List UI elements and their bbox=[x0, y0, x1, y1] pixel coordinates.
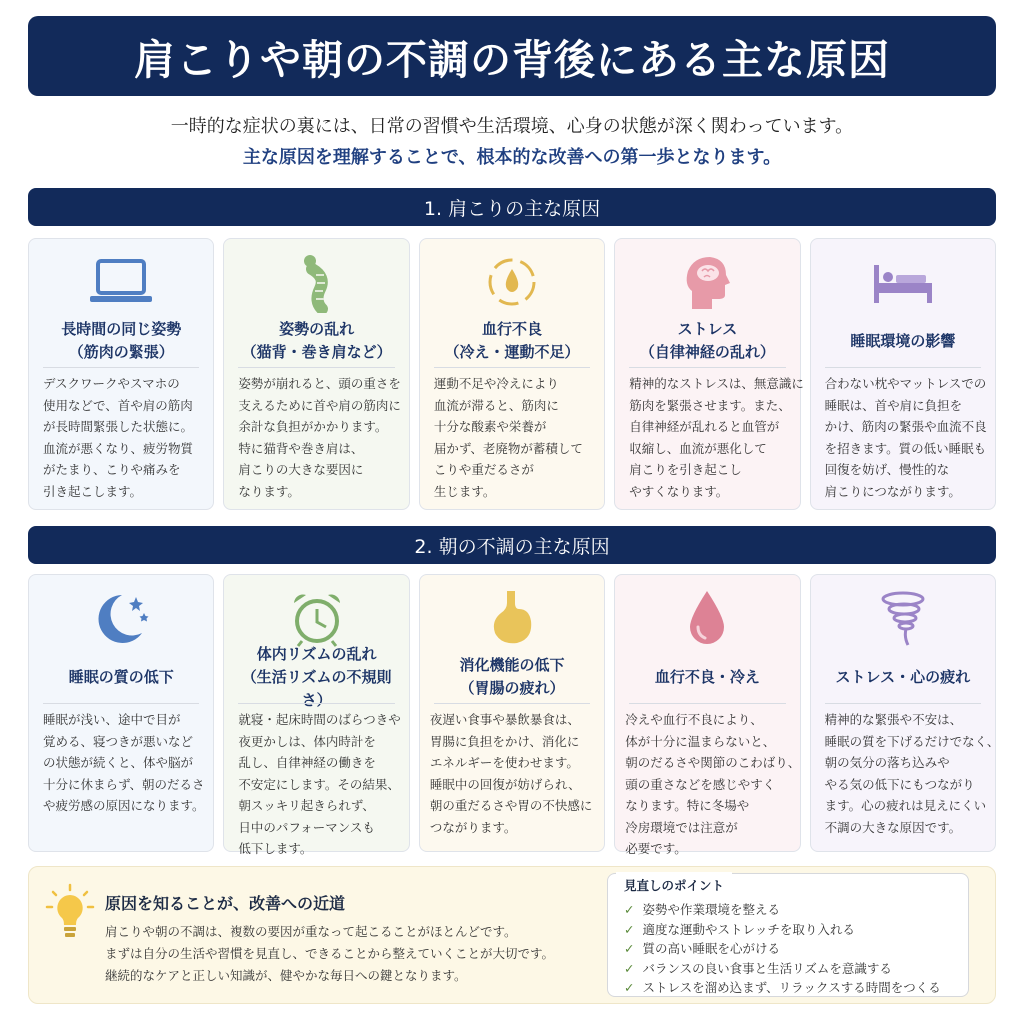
body-line: 肩こりにつながります。 bbox=[824, 483, 961, 499]
card-title: 長時間の同じ姿勢 bbox=[61, 320, 182, 338]
blood-circulation-icon bbox=[477, 251, 547, 313]
spiral-icon bbox=[868, 587, 938, 649]
body-line: 睡眠が浅い、途中で目が bbox=[43, 712, 181, 727]
card-body bbox=[238, 373, 401, 502]
body-line: 使用などで、首や肩の筋肉 bbox=[43, 397, 193, 413]
alarm-clock-icon bbox=[282, 587, 352, 649]
body-line: 届かず、老廃物が蓄積して bbox=[433, 440, 583, 456]
body-line: ます。心の疲れは見えにくい bbox=[824, 798, 987, 813]
body-line: 必要です。 bbox=[625, 841, 687, 856]
body-line: 十分な酸素や栄養が bbox=[433, 419, 547, 434]
card-title: 血行不良 bbox=[482, 320, 543, 338]
card-title: 姿勢の乱れ bbox=[279, 320, 355, 338]
section-header-morning: 2. 朝の不調の主な原因 bbox=[28, 526, 996, 564]
card-title: 体内リズムの乱れ bbox=[256, 644, 377, 663]
body-line: 夜更かしは、体内時計を bbox=[238, 733, 376, 749]
body-line: 頭の重さなどを感じやすく bbox=[625, 776, 776, 792]
body-line: 睡眠中の回復が妨げられ、 bbox=[429, 776, 581, 792]
cause-card-posture-disorder bbox=[223, 238, 409, 510]
title-banner bbox=[28, 16, 996, 96]
body-line: エネルギーを使わせます。 bbox=[429, 755, 579, 770]
body-line: がたまり、こりや痛みを bbox=[43, 462, 181, 477]
body-line: なります。 bbox=[238, 483, 300, 499]
body-line: デスクワークやスマホの bbox=[43, 376, 180, 391]
body-line: 覚める、寝つきが悪いなど bbox=[43, 733, 194, 749]
summary-text bbox=[105, 921, 554, 987]
body-line: 回復を妨げ、慢性的な bbox=[824, 462, 950, 477]
divider bbox=[629, 367, 785, 368]
body-line: 支えるために首や肩の筋肉に bbox=[238, 397, 401, 413]
moon-stars-icon bbox=[86, 587, 156, 649]
body-line: 朝の重だるさや胃の不快感に bbox=[429, 798, 593, 813]
section-header-shoulder: 1. 肩こりの主な原因 bbox=[28, 188, 996, 226]
bed-icon bbox=[868, 251, 938, 313]
body-line: 自律神経が乱れると血管が bbox=[629, 419, 780, 434]
card-body bbox=[43, 709, 203, 817]
body-line: 冷えや血行不良により、 bbox=[625, 712, 763, 727]
lightbulb-icon bbox=[43, 883, 97, 943]
body-line: 体が十分に温まらないと、 bbox=[625, 733, 776, 749]
list-item: ✓ バランスの良い食事と生活リズムを意識する bbox=[624, 960, 892, 976]
body-line: や疲労感の原因になります。 bbox=[43, 798, 205, 813]
body-line: 朝スッキリ起きられず、 bbox=[238, 798, 375, 813]
body-line: 乱し、自律神経の働きを bbox=[238, 755, 376, 770]
card-body bbox=[825, 373, 985, 502]
blood-drop-icon bbox=[672, 587, 742, 649]
body-line: 血流が悪くなり、疲労物質 bbox=[43, 440, 194, 456]
card-title: 消化機能の低下 bbox=[459, 656, 565, 674]
body-line: 肩こりの大きな要因に bbox=[238, 462, 364, 477]
card-title: 睡眠環境の影響 bbox=[850, 331, 956, 350]
body-line: 肩こりを引き起こし bbox=[629, 462, 742, 477]
body-line: つながります。 bbox=[429, 819, 517, 835]
body-line: 精神的な緊張や不安は、 bbox=[824, 712, 963, 727]
check-icon: ✓ bbox=[624, 921, 635, 937]
body-line: 低下します。 bbox=[238, 841, 313, 856]
body-line: 朝のだるさや関節のこわばり、 bbox=[625, 755, 801, 770]
card-body bbox=[625, 709, 801, 860]
divider bbox=[238, 367, 394, 368]
body-line: 合わない枕やマットレスでの bbox=[824, 376, 987, 391]
body-line: 特に猫背や巻き肩は、 bbox=[238, 440, 364, 456]
cause-card-mental-fatigue bbox=[810, 574, 1000, 852]
body-line: 不安定にします。その結果、 bbox=[238, 776, 400, 792]
intro-text-2: 主な原因を理解することで、根本的な改善への第一歩となります。 bbox=[242, 147, 782, 168]
check-icon: ✓ bbox=[624, 980, 635, 995]
list-item: ✓ 質の高い睡眠を心がける bbox=[624, 941, 780, 956]
body-line: 冷房環境では注意が bbox=[625, 819, 738, 835]
divider bbox=[43, 703, 199, 704]
shoulder-cause-cards bbox=[28, 238, 996, 510]
review-points-list bbox=[624, 900, 941, 998]
body-line: 血流が滞ると、筋肉に bbox=[433, 397, 559, 413]
review-points-title: 見直しのポイント bbox=[616, 872, 732, 898]
body-line: 収縮し、血流が悪化して bbox=[629, 440, 767, 456]
card-title: ストレス bbox=[677, 320, 738, 338]
body-line: 就寝・起床時間のばらつきや bbox=[238, 712, 401, 727]
summary-line: 継続的なケアと正しい知識が、健やかな毎日への鍵となります。 bbox=[105, 968, 467, 983]
spine-icon bbox=[282, 251, 352, 313]
card-subtitle: （自律神経の乱れ） bbox=[639, 343, 775, 361]
stomach-icon bbox=[477, 587, 547, 649]
morning-cause-cards bbox=[28, 574, 1000, 856]
card-subtitle: （生活リズムの不規則さ） bbox=[241, 667, 392, 709]
laptop-icon bbox=[86, 251, 156, 313]
card-body bbox=[43, 373, 203, 502]
head-brain-icon bbox=[672, 251, 742, 313]
divider bbox=[825, 367, 981, 368]
body-line: なります。特に冬場や bbox=[625, 798, 750, 813]
cause-card-sleep-quality bbox=[28, 574, 214, 852]
card-body bbox=[430, 709, 594, 838]
summary-title: 原因を知ることが、改善への近道 bbox=[105, 894, 346, 913]
cause-card-posture bbox=[28, 238, 214, 510]
card-title: 血行不良・冷え bbox=[654, 667, 760, 686]
cause-card-cold bbox=[614, 574, 801, 856]
cause-card-sleep-env bbox=[810, 238, 996, 510]
divider bbox=[434, 703, 590, 704]
body-line: 姿勢が崩れると、頭の重さを bbox=[238, 376, 401, 391]
page-title: 肩こりや朝の不調の背後にある主な原因 bbox=[134, 35, 890, 84]
body-line: 十分に休まらず、朝のだるさ bbox=[43, 776, 205, 792]
cause-card-stress bbox=[614, 238, 804, 510]
summary-line: まずは自分の生活や習慣を見直し、できることから整えていくことが大切です。 bbox=[105, 946, 555, 961]
card-subtitle: （猫背・巻き肩など） bbox=[241, 343, 392, 361]
body-line: を招きます。質の低い睡眠も bbox=[824, 440, 987, 456]
intro-text-1: 一時的な症状の裏には、日常の習慣や生活環境、心身の状態が深く関わっています。 bbox=[170, 116, 854, 137]
body-line: 引き起こします。 bbox=[43, 483, 143, 499]
divider bbox=[629, 703, 785, 704]
check-icon: ✓ bbox=[624, 902, 635, 917]
card-title: ストレス・心の疲れ bbox=[835, 667, 971, 686]
review-points-box bbox=[607, 873, 969, 997]
card-subtitle: （筋肉の緊張） bbox=[68, 343, 174, 361]
summary-line: 肩こりや朝の不調は、複数の要因が重なって起こることがほとんどです。 bbox=[105, 924, 517, 939]
body-line: かけ、筋肉の緊張や血流不良 bbox=[824, 419, 987, 434]
body-line: こりや重だるさが bbox=[433, 462, 534, 477]
divider bbox=[825, 703, 981, 704]
body-line: 精神的なストレスは、無意識に bbox=[629, 376, 804, 391]
body-line: 筋肉を緊張させます。また、 bbox=[629, 397, 791, 413]
card-subtitle: （胃腸の疲れ） bbox=[459, 679, 565, 697]
cause-card-circulation bbox=[419, 238, 605, 510]
card-body bbox=[238, 709, 401, 860]
cause-card-digestion bbox=[419, 574, 605, 852]
divider bbox=[43, 367, 199, 368]
body-line: が長時間緊張した状態に。 bbox=[43, 419, 194, 434]
body-line: 胃腸に負担をかけ、消化に bbox=[429, 733, 580, 749]
body-line: 運動不足や冷えにより bbox=[433, 376, 559, 391]
cause-card-body-rhythm bbox=[223, 574, 409, 856]
list-item: ✓ 適度な運動やストレッチを取り入れる bbox=[624, 921, 855, 937]
body-line: の状態が続くと、体や脳が bbox=[43, 755, 194, 770]
check-icon: ✓ bbox=[624, 960, 635, 976]
check-icon: ✓ bbox=[624, 941, 635, 956]
body-line: 余計な負担がかかります。 bbox=[238, 419, 388, 434]
body-line: やすくなります。 bbox=[629, 483, 729, 499]
list-item: ✓ 姿勢や作業環境を整える bbox=[624, 902, 780, 917]
card-body bbox=[824, 709, 1000, 838]
card-subtitle: （冷え・運動不足） bbox=[444, 343, 580, 361]
card-body bbox=[629, 373, 804, 502]
list-item: ✓ ストレスを溜め込まず、リラックスする時間をつくる bbox=[624, 980, 941, 995]
card-body bbox=[434, 373, 594, 502]
divider bbox=[238, 703, 394, 704]
body-line: 生じます。 bbox=[433, 483, 496, 499]
body-line: 日中のパフォーマンスも bbox=[238, 819, 375, 835]
divider bbox=[434, 367, 590, 368]
card-title: 睡眠の質の低下 bbox=[68, 667, 174, 686]
body-line: 睡眠は、首や肩に負担を bbox=[824, 397, 963, 413]
body-line: 睡眠の質を下げるだけでなく、 bbox=[824, 733, 1000, 749]
body-line: 夜遅い食事や暴飲暴食は、 bbox=[429, 712, 580, 727]
summary-panel bbox=[28, 866, 996, 1004]
body-line: 不調の大きな原因です。 bbox=[824, 819, 962, 835]
body-line: 朝の気分の落ち込みや bbox=[824, 755, 950, 770]
body-line: やる気の低下にもつながり bbox=[824, 776, 975, 792]
